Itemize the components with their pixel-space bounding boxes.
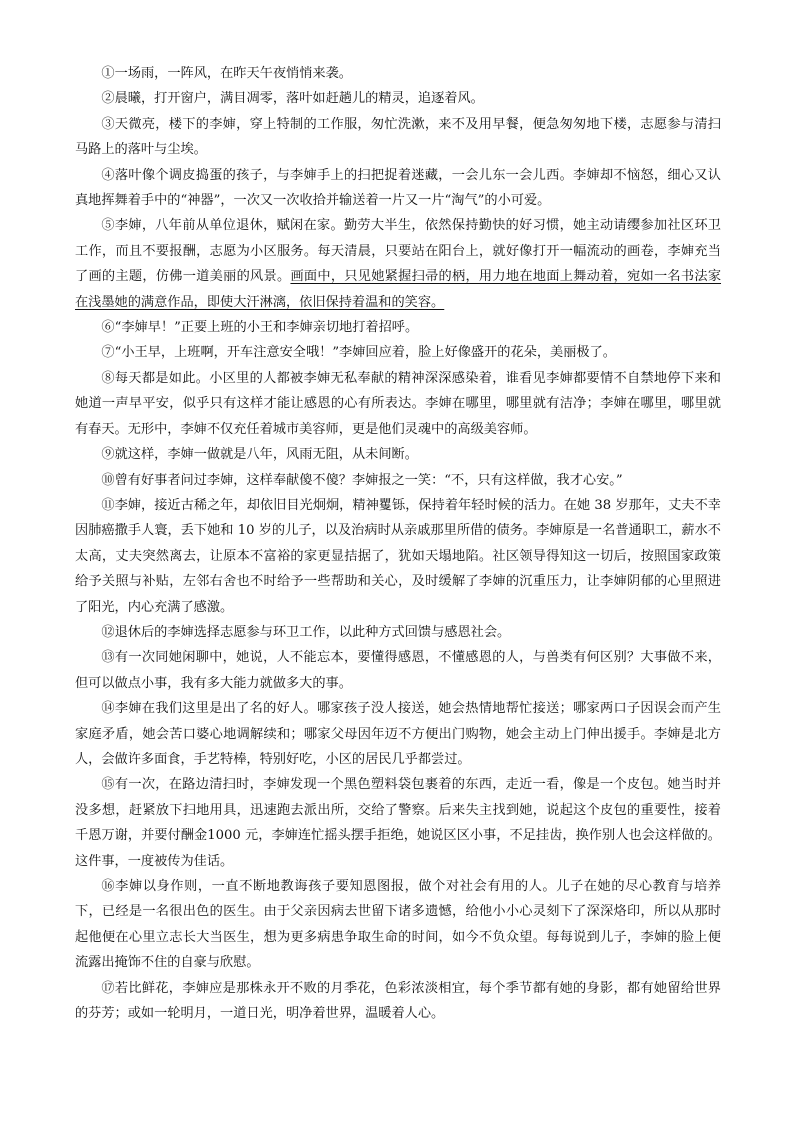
paragraph-2: ②晨曦，打开窗户，满目凋零，落叶如赶趟儿的精灵，追逐着风。	[101, 91, 484, 107]
paragraph-3: ③天微亮，楼下的李婶，穿上特制的工作服，匆忙洗漱，来不及用早餐，便急匆匆地下楼，志愿参与清扫马路上的落叶与尘埃。	[75, 116, 721, 158]
paragraph-12: ⑫退休后的李婶选择志愿参与环卫工作，以此种方式回馈与感恩社会。	[101, 624, 511, 640]
paragraph-10: ⑩曾有好事者问过李婶，这样奉献傻不傻？李婶报之一笑：“不，只有这样做，我才心安。”	[101, 472, 623, 488]
paragraph-8: ⑧每天都是如此。小区里的人都被李婶无私奉献的精神深深感染着，谁看见李婶都要情不自禁地停下来和她道一声早平安，似乎只有这样才能让感恩的心有所表达。李婶在哪里，哪里就有洁净；李婶在哪里，哪里就有春天。无形中，李婶不仅充任着城市美容师，更是他们灵魂中的高级美容师。	[75, 370, 721, 437]
paragraph-1: ①一场雨，一阵风，在昨天午夜悄悄来袭。	[101, 66, 352, 81]
paragraph-4: ④落叶像个调皮捣蛋的孩子，与李婶手上的扫把捉着迷藏，一会儿东一会儿西。李婶却不恼怒，细心又认真地挥舞着手中的“神器”，一次又一次收拾并输送着一片又一片“淘气”的小可爱。	[75, 167, 721, 209]
paragraph-5-underlined-text: 画面中，只见她紧握扫帚的柄，用力地在地面上舞动着，宛如一名书法家在浅墨她的满意作品，即使大汗淋漓，依旧保持着温和的笑容。	[75, 269, 722, 310]
paragraph-7: ⑦“小王早，上班啊，开车注意安全哦！”李婶回应着，脸上好像盛开的花朵，美丽极了。	[101, 345, 616, 361]
paragraph-17: ⑰若比鲜花，李婶应是那株永开不败的月季花，色彩浓淡相宜，每个季节都有她的身影，都有她留给世界的芬芳；或如一轮明月，一道日光，明净着世界，温暖着人心。	[75, 980, 721, 1022]
paragraph-5	[75, 213, 721, 315]
document-body	[75, 61, 721, 1026]
paragraph-14: ⑭李婶在我们这里是出了名的好人。哪家孩子没人接送，她会热情地帮忙接送；哪家两口子因误会而产生家庭矛盾，她会苦口婆心地调解续和；哪家父母因年迈不方便出门购物，她会主动上门伸出援手。李婶是北方人，会做许多面食，手艺特棒，特别好吃，小区的居民几乎都尝过。	[75, 701, 721, 767]
paragraph-6: ⑥“李婶早！”正要上班的小王和李婶亲切地打着招呼。	[101, 320, 419, 336]
paragraph-15: ⑮有一次，在路边清扫时，李婶发现一个黑色塑料袋包裹着的东西，走近一看，像是一个皮包。她当时并没多想，赶紧放下扫地用具，迅速跑去派出所，交给了警察。后来失主找到她，说起这个皮包的重要性，接着千恩万谢，并要付酬金1000 元，李婶连忙摇头摆手拒绝，她说区区小事，不足挂齿，换作别人也会这样做的。这件事，一度被传为佳话。	[75, 777, 721, 869]
paragraph-16: ⑯李婶以身作则，一直不断地教诲孩子要知恩图报，做个对社会有用的人。儿子在她的尽心教育与培养下，已经是一名很出色的医生。由于父亲因病去世留下诸多遗憾，给他小小心灵刻下了深深烙印，所以从那时起他便在心里立志长大当医生，想为更多病患争取生命的时间，如今不负众望。每每说到儿子，李婶的脸上便流露出掩饰不住的自豪与欣慰。	[75, 879, 721, 971]
paragraph-9: ⑨就这样，李婶一做就是八年，风雨无阻，从未间断。	[101, 447, 418, 463]
paragraph-5-text: ⑤李婶，八年前从单位退休，赋闲在家。勤劳大半生，依然保持勤快的好习惯，她主动请缨参加社区环卫工作，而且不要报酬，志愿为小区服务。每天清晨，只要站在阳台上，就好像打开一幅流动的画卷，李婶充当了画的主题，仿佛一道美丽的风景。	[75, 218, 721, 285]
paragraph-11: ⑪李婶，接近古稀之年，却依旧目光炯炯，精神矍铄，保持着年轻时候的活力。在她 38 岁那年，丈夫不幸因肺癌撒手人寰，丢下她和 10 岁的儿子，以及治病时从亲戚那里所借的债务。李婶原是一名普通职工，薪水不太高，丈夫突然离去，让原本不富裕的家更显拮据了，犹如天塌地陷。社区领导得知这一切后，按照国家政策给予关照与补贴，左邻右舍也不时给予一些帮助和关心，及时缓解了李婶的沉重压力，让李婶阴郁的心里照进了阳光，内心充满了感激。	[75, 497, 721, 615]
paragraph-13: ⑬有一次同她闲聊中，她说，人不能忘本，要懂得感恩，不懂感恩的人，与兽类有何区别？大事做不来，但可以做点小事，我有多大能力就做多大的事。	[75, 650, 721, 691]
